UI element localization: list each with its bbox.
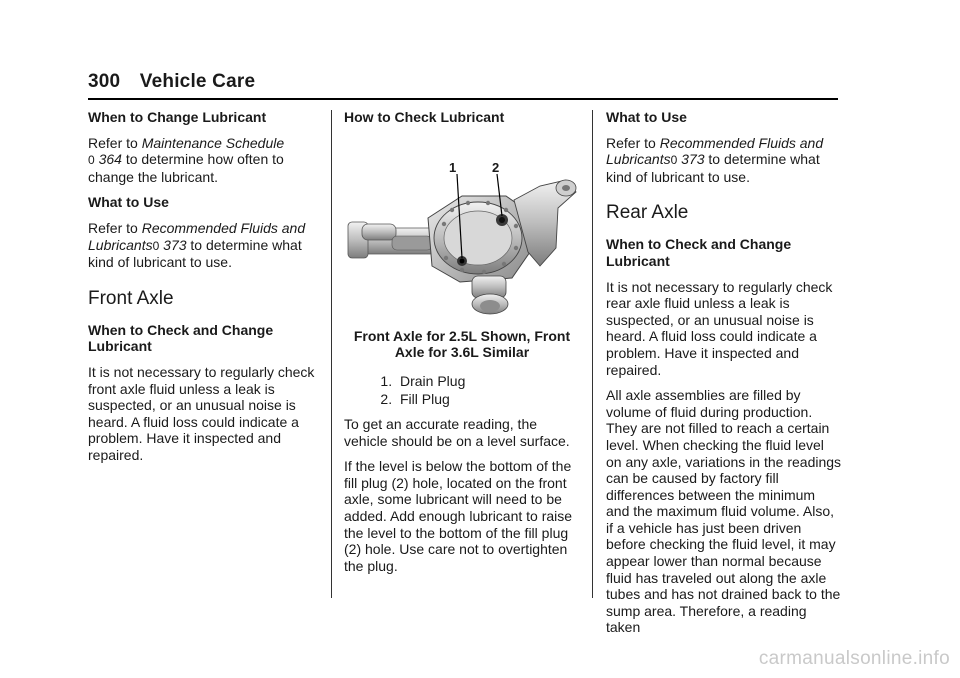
- legend-item-fill-plug: 2. Fill Plug: [396, 391, 580, 408]
- page-number: 300: [88, 71, 121, 92]
- column-3: [606, 109, 842, 645]
- accurate-reading-text: To get an accurate reading, the vehicle should be on a level surface.: [344, 415, 570, 449]
- xref-page-364[interactable]: 364: [98, 151, 122, 168]
- how-to-check-heading: How to Check Lubricant: [344, 109, 505, 125]
- xref-page-373[interactable]: 373: [681, 151, 705, 168]
- change-lubricant-heading: When to Change Lubricant: [88, 109, 267, 125]
- maintenance-schedule-link[interactable]: Maintenance Schedule: [141, 134, 285, 151]
- what-to-use-heading: What to Use: [606, 109, 687, 125]
- what-to-use-heading: What to Use: [88, 194, 169, 211]
- axle-assemblies-text: All axle assemblies are filled by volume of fluid during production. They are not filled to reach a certain level. When checking the fluid level on any axle, variations in the readings can be caused by factory fill differences between the minimum and the maximum fluid volume. Also, if a vehicle has just been driven before checking the fluid level, it may appear lower than normal because fluid has traveled out along the axle tubes and has not drained back to the sump area. Therefore, a reading taken: [606, 387, 842, 636]
- change-lubricant-text: [88, 135, 320, 186]
- check-change-text: It is not necessary to regularly check front axle fluid unless a leak is suspected, or an unusual noise is heard. A fluid loss could indicate a problem. Have it inspected and repaired.: [88, 363, 315, 463]
- column-divider-1: [331, 110, 332, 598]
- header-rule: [88, 98, 838, 100]
- xref-page-373[interactable]: 373: [163, 236, 187, 253]
- text-suffix: to determine how often to change the lubricant.: [88, 151, 284, 185]
- watermark: carmanualsonline.info: [758, 648, 950, 669]
- front-axle-illustration: [344, 140, 580, 318]
- page-header: [88, 71, 255, 93]
- column-2: [344, 109, 580, 583]
- rear-axle-title: Rear Axle: [606, 202, 689, 224]
- check-change-heading: When to Check and Change Lubricant: [88, 321, 274, 355]
- column-divider-2: [592, 110, 593, 598]
- front-axle-figure: [344, 140, 580, 318]
- column-1: [88, 109, 320, 473]
- xref-arrow-icon: 0: [152, 238, 160, 253]
- below-fill-plug-text: If the level is below the bottom of the fill plug (2) hole, located on the front axle, some lubricant will need to be added. Add enough lubricant to raise the level to the bottom of the fill plug (2) hole. Use care not to overtighten the plug.: [344, 458, 573, 574]
- what-to-use-text: [88, 220, 320, 271]
- recommended-fluids-link[interactable]: Recommended Fluids and Lubricants: [88, 219, 306, 253]
- xref-arrow-icon: 0: [88, 153, 95, 168]
- text-suffix: to determine what kind of lubricant to use.: [606, 151, 820, 185]
- callout-2: 2: [492, 159, 500, 175]
- text-prefix: Refer to: [88, 134, 142, 151]
- what-to-use-text: [606, 135, 842, 186]
- text-suffix: to determine what kind of lubricant to use.: [88, 236, 302, 271]
- front-axle-title: Front Axle: [88, 287, 174, 309]
- figure-legend: [344, 373, 580, 408]
- text-prefix: Refer to: [88, 219, 142, 236]
- figure-caption: Front Axle for 2.5L Shown, Front Axle for 3.6L Similar: [353, 327, 571, 361]
- recommended-fluids-link[interactable]: Recommended Fluids and Lubricants: [606, 134, 824, 168]
- xref-arrow-icon: 0: [670, 153, 678, 168]
- check-change-heading: When to Check and Change Lubricant: [606, 236, 792, 269]
- check-change-text: It is not necessary to regularly check rear axle fluid unless a leak is suspected, or an unusual noise is heard. A fluid loss could indicate a problem. Have it inspected and repaired.: [606, 278, 833, 378]
- text-prefix: Refer to: [606, 134, 660, 151]
- section-title: Vehicle Care: [139, 71, 256, 92]
- legend-item-drain-plug: 1. Drain Plug: [396, 373, 580, 390]
- callout-1: 1: [449, 159, 457, 175]
